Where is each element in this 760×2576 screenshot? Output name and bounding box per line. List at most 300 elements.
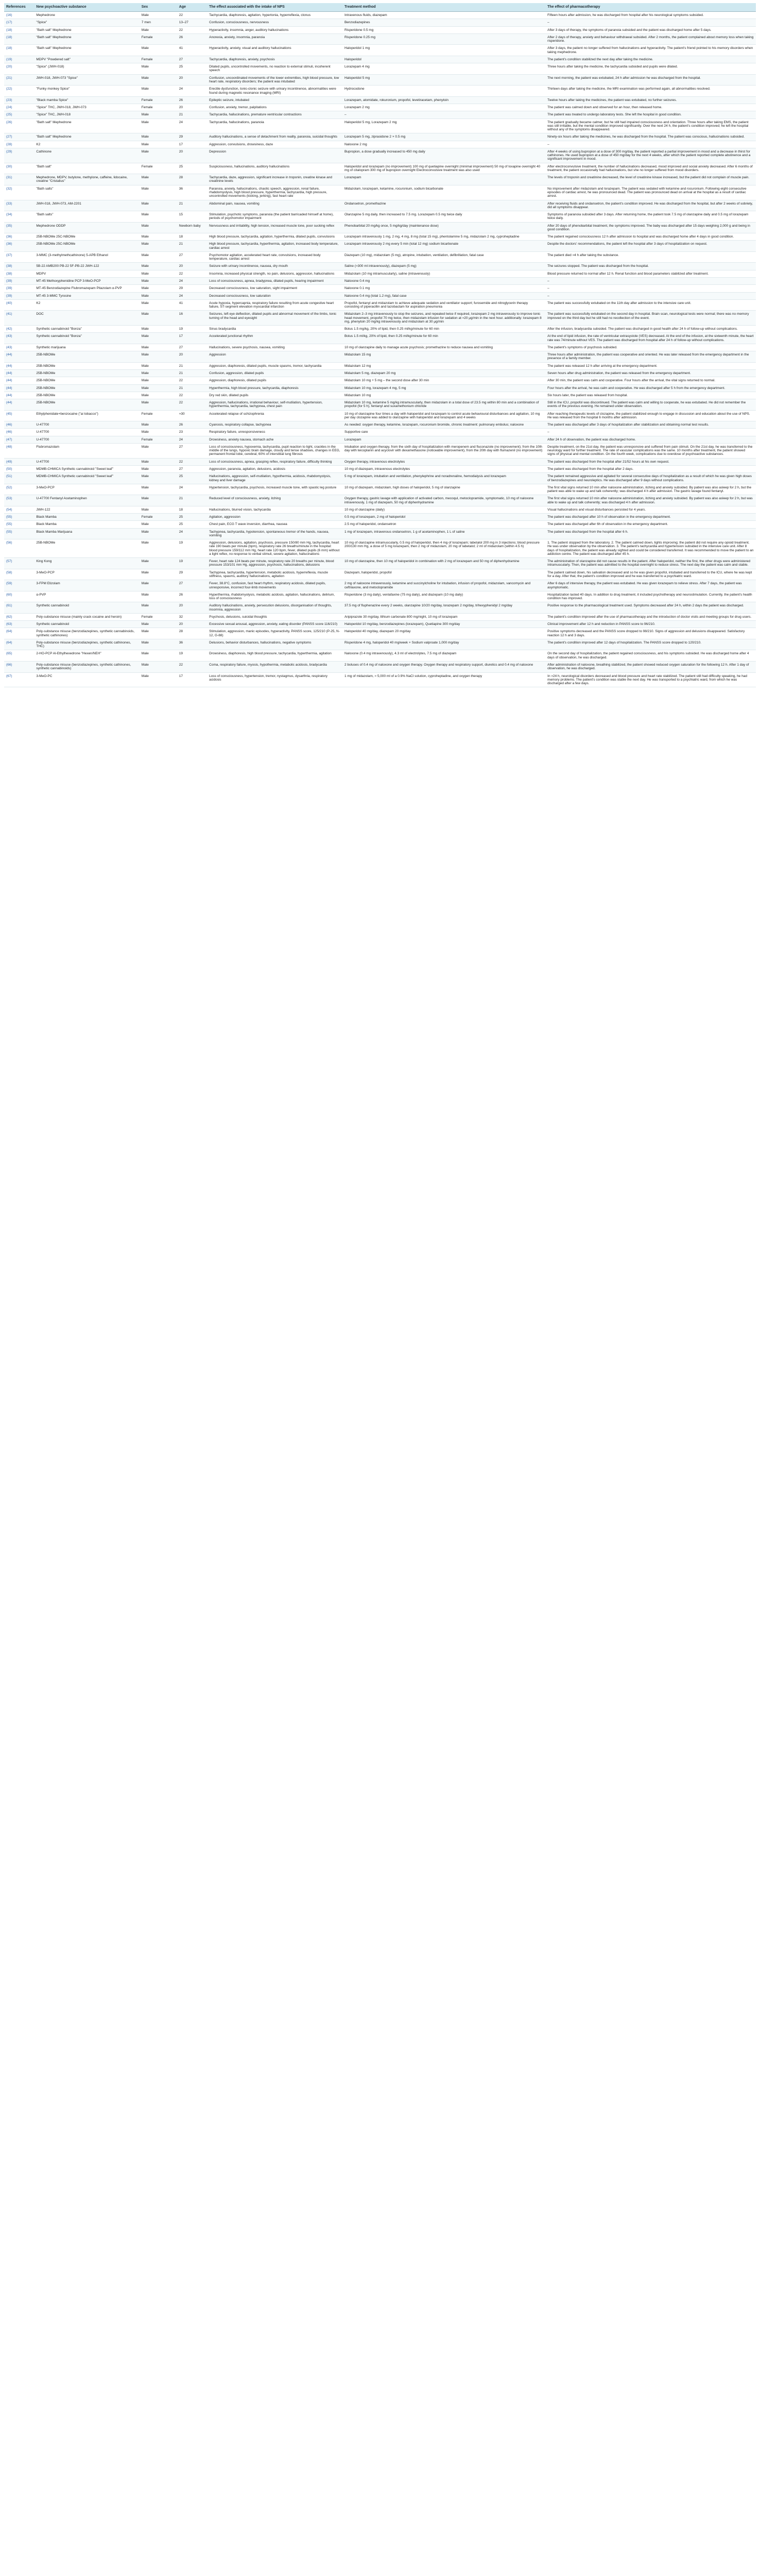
- cell-reference[interactable]: (54): [4, 506, 34, 513]
- cell-reference[interactable]: (44): [4, 399, 34, 411]
- cell-substance: JWH-122: [34, 506, 139, 513]
- table-row: [4, 96, 756, 104]
- cell-reference[interactable]: (29): [4, 148, 34, 163]
- cell-substance: 3-MeO-PC: [34, 672, 139, 687]
- cell-reference[interactable]: (56): [4, 539, 34, 558]
- cell-sex: Male: [140, 174, 177, 185]
- cell-reference[interactable]: (18): [4, 26, 34, 33]
- cell-age: 24: [177, 484, 207, 495]
- cell-treatment: 2 mg of naloxone intravenously, ketamine and succinylcholine for intubation, infusion of propofol, midazolam, vancomycin and ceftriaxone, and metoclopramide: [342, 580, 545, 591]
- cell-sex: Male: [140, 392, 177, 399]
- cell-reference[interactable]: (39): [4, 278, 34, 285]
- cell-age: 27: [177, 465, 207, 472]
- table-row: [4, 465, 756, 472]
- cell-reference[interactable]: (44): [4, 351, 34, 363]
- table-row: [4, 384, 756, 392]
- cell-substance: 25B-NBOMe 25C-NBOMe: [34, 233, 139, 241]
- table-row: [4, 33, 756, 45]
- cell-age: 24: [177, 118, 207, 133]
- table-row: [4, 104, 756, 111]
- cell-reference[interactable]: (18): [4, 33, 34, 45]
- cell-reference[interactable]: (46): [4, 421, 34, 429]
- cell-age: 41: [177, 299, 207, 311]
- table-row: [4, 26, 756, 33]
- cell-reference[interactable]: (63): [4, 621, 34, 628]
- cell-substance: 3-MeO-PCP: [34, 569, 139, 580]
- cell-pharmacotherapy-effect: The patient's condition stabilized the next day after taking the medicine.: [545, 56, 756, 63]
- table-row: [4, 429, 756, 436]
- table-row: [4, 521, 756, 528]
- cell-effect: Aggression, diaphoresis, dilated pupils, muscle spasms, tremor, tachycardia: [207, 362, 342, 369]
- cell-age: 22: [177, 399, 207, 411]
- cell-pharmacotherapy-effect: –: [545, 292, 756, 299]
- cell-effect: Seizures, left eye deflection, dilated pupils and abnormal movement of the limbs, tonic turning of the head and eyesight: [207, 311, 342, 326]
- cell-substance: 25B-NBOMe: [34, 351, 139, 363]
- cell-sex: Male: [140, 650, 177, 662]
- cell-reference[interactable]: (25): [4, 111, 34, 118]
- cell-substance: MT-45 Benzodiazepine Flubromazepam Pitazolam α-PVP: [34, 285, 139, 292]
- cell-treatment: –: [342, 111, 545, 118]
- table-header: [4, 3, 756, 12]
- cell-treatment: 10 mg of olanzapine (daily): [342, 506, 545, 513]
- cell-pharmacotherapy-effect: The patient was discharged after 3 days of hospitalization after stabilization and obtaining normal test results.: [545, 421, 756, 429]
- cell-pharmacotherapy-effect: The patient was discharged after 10 h of observation in the emergency department.: [545, 514, 756, 521]
- cell-treatment: Haloperidol: [342, 56, 545, 63]
- cell-sex: Male: [140, 377, 177, 384]
- cell-sex: Male: [140, 628, 177, 639]
- cell-age: 25: [177, 163, 207, 174]
- cell-reference[interactable]: (44): [4, 362, 34, 369]
- cell-age: 19: [177, 539, 207, 558]
- cell-age: 18: [177, 506, 207, 513]
- cell-age: 17: [177, 672, 207, 687]
- cell-substance: MDPV: [34, 270, 139, 277]
- cell-substance: Synthetic marijuana: [34, 344, 139, 351]
- cell-pharmacotherapy-effect: The administration of olanzapine did not cause results in the patient. After haloperidol, neither the first, the other drugs were administered intramuscularly. Then, the patient was admitted to the hospital overnight to reduce stress. The next day the patient was calm and stable.: [545, 558, 756, 569]
- table-row: [4, 163, 756, 174]
- cell-treatment: Haloperidol 40 mg/day, diazepam 20 mg/day: [342, 628, 545, 639]
- cell-sex: Male: [140, 118, 177, 133]
- cell-reference[interactable]: (45): [4, 410, 34, 421]
- cell-effect: Decreased consciousness, low saturation, sight impairment: [207, 285, 342, 292]
- cell-sex: Male: [140, 326, 177, 333]
- cell-substance: MT-45 3-MMC Tyrosine: [34, 292, 139, 299]
- cell-substance: King Kong: [34, 558, 139, 569]
- cell-substance: JWH-018, JWH-073, AM-2201: [34, 200, 139, 211]
- cell-reference[interactable]: (19): [4, 56, 34, 63]
- cell-sex: Male: [140, 263, 177, 270]
- table-row: [4, 539, 756, 558]
- cell-substance: "Bath salt" Mephedrone: [34, 45, 139, 56]
- cell-age: 17: [177, 141, 207, 148]
- cell-reference[interactable]: (39): [4, 285, 34, 292]
- cell-reference[interactable]: (55): [4, 528, 34, 539]
- cell-sex: Male: [140, 86, 177, 97]
- table-row: [4, 473, 756, 484]
- cell-pharmacotherapy-effect: Three hours after administration, the patient was cooperative and oriented. He was later released from the emergency department in the presence of a family member.: [545, 351, 756, 363]
- cell-treatment: 10 mg of olanzapine intramuscularly, 0.5 mg of haloperidol, then 4 mg of lorazepam; labetalol 200 mg in 3 injections; blood pressure 200/130 mm Hg, a dose of 5 mg lorazepam, then 2 mg of midazolam, 20 mg of labetalol; 2 ml of midazolam (within 4.5 h): [342, 539, 545, 558]
- cell-pharmacotherapy-effect: Visual hallucinations and visual disturbances persisted for 4 years.: [545, 506, 756, 513]
- table-row: [4, 141, 756, 148]
- cell-substance: 25B-NBOMe: [34, 384, 139, 392]
- table-row: [4, 591, 756, 602]
- cell-reference[interactable]: (23): [4, 96, 34, 104]
- cell-treatment: Benzodiazepines: [342, 19, 545, 26]
- cell-effect: High blood pressure, tachycardia, hyperthermia, agitation, increased body temperature, cardiac arrest: [207, 241, 342, 252]
- cell-pharmacotherapy-effect: The patient calmed down, his salivation decreased and so he was given propofol, intubated and transferred to the ICU, where he was kept for a day. After that, the patient's condition improved and he was transferred to a psychiatric ward.: [545, 569, 756, 580]
- cell-reference[interactable]: (58): [4, 569, 34, 580]
- cell-reference[interactable]: (59): [4, 580, 34, 591]
- cell-substance: Synthetic cannabinoid "Bonza": [34, 326, 139, 333]
- cell-pharmacotherapy-effect: Clinical improvement after 12 h and reduction in PANSS score to 96/210.: [545, 621, 756, 628]
- cell-age: 13–27: [177, 19, 207, 26]
- cell-reference[interactable]: (62): [4, 613, 34, 620]
- table-row: [4, 495, 756, 506]
- cell-treatment: Lorazepam intravenously 2 mg every 5 min (total 12 mg) sodium bicarbonate: [342, 241, 545, 252]
- table-row: [4, 86, 756, 97]
- cell-sex: Male: [140, 45, 177, 56]
- table-row: [4, 392, 756, 399]
- cell-effect: Agitation, aggression: [207, 514, 342, 521]
- cell-treatment: 10 mg of diazepam, intravenous electrolytes: [342, 465, 545, 472]
- table-row: [4, 621, 756, 628]
- cell-pharmacotherapy-effect: After electroconvulsive treatment, the number of hallucinations decreased, mood improved and social anxiety decreased. After 6 months of treatment, the patient occasionally had hallucinations, but she no longer suffered from mood disorders.: [545, 163, 756, 174]
- cell-substance: U-47700: [34, 458, 139, 465]
- cell-reference[interactable]: (20): [4, 63, 34, 75]
- cell-effect: Decreased consciousness, low saturation: [207, 292, 342, 299]
- table-row: [4, 514, 756, 521]
- cell-effect: Aggression, paranoia, agitation, delusions, acidosis: [207, 465, 342, 472]
- cell-reference[interactable]: (38): [4, 270, 34, 277]
- cell-reference[interactable]: (18): [4, 45, 34, 56]
- cell-substance: K2: [34, 299, 139, 311]
- cell-age: 27: [177, 580, 207, 591]
- cell-effect: Aggression, delusions, agitation, psychosis, pressure 150/80 mm Hg, tachycardia, heart rate 190 beats per minute (bpm), respiratory rate 26 breaths/minute in the hospital: blood pressure 159/112 mm Hg, heart rate 120 bpm, fever, dilated pupils (6 mm) without a light reflex, no response to verbal stimuli, severe agitation, hallucinations: [207, 539, 342, 558]
- cell-reference[interactable]: (46): [4, 429, 34, 436]
- cell-substance: 25B-NBOMe: [34, 369, 139, 377]
- cell-sex: Male: [140, 251, 177, 263]
- cell-age: 16: [177, 311, 207, 326]
- cell-reference[interactable]: (60): [4, 591, 34, 602]
- cell-sex: Male: [140, 148, 177, 163]
- cell-treatment: 10 mg of olanzapine four times a day with haloperidol and lorazepam to control acute behavioural disturbances and agitation, 10 mg per day clozapine was added to olanzapine with haloperidol and lorazepam and 4 weeks: [342, 410, 545, 421]
- cell-reference[interactable]: (28): [4, 141, 34, 148]
- table-row: [4, 133, 756, 141]
- table-row: [4, 278, 756, 285]
- table-row: [4, 580, 756, 591]
- cell-effect: Nervousness and irritability, high tension, increased muscle tone, poor sucking reflex: [207, 222, 342, 233]
- table-row: [4, 362, 756, 369]
- cell-reference[interactable]: (24): [4, 104, 34, 111]
- cell-sex: Male: [140, 539, 177, 558]
- cell-reference[interactable]: (27): [4, 133, 34, 141]
- cell-pharmacotherapy-effect: Ninety-six hours after taking the medicines, he was discharged from the hospital. The patient was conscious, hallucinations subsided.: [545, 133, 756, 141]
- table-container: [4, 3, 756, 687]
- cell-treatment: Lorazepam, atomidate, rokuronium, propofol, levetiracetam, phenytoin: [342, 96, 545, 104]
- cell-substance: "Spice" THC, JWH-018: [34, 111, 139, 118]
- cell-treatment: Haloperidol 10 mg/day, benzodiazepines (lorazepam), Quetiapine 300 mg/day: [342, 621, 545, 628]
- cell-treatment: Midazolam 5 mg, diazepam 20 mg: [342, 369, 545, 377]
- cell-treatment: 5 mg of lorazepam, intubation and ventilation, phenylephrine and noradrenaline, hemodialysis and lorazepam: [342, 473, 545, 484]
- cell-pharmacotherapy-effect: The seizures stopped. The patient was discharged from the hospital.: [545, 263, 756, 270]
- cell-reference[interactable]: (17): [4, 19, 34, 26]
- cell-effect: Suspiciousness, hallucinations, auditory hallucinations: [207, 163, 342, 174]
- cell-sex: Male: [140, 233, 177, 241]
- cell-sex: Male: [140, 421, 177, 429]
- cell-pharmacotherapy-effect: The patient regained consciousness 12 h after admission to hospital and was discharged home after 4 days in good condition.: [545, 233, 756, 241]
- table-row: [4, 285, 756, 292]
- cell-age: 22: [177, 270, 207, 277]
- cell-age: 22: [177, 392, 207, 399]
- cell-reference[interactable]: (43): [4, 344, 34, 351]
- cell-effect: Hyperthermia, high blood pressure, tachycardia, diaphoresis: [207, 384, 342, 392]
- cell-reference[interactable]: (44): [4, 369, 34, 377]
- cell-pharmacotherapy-effect: –: [545, 141, 756, 148]
- table-row: [4, 311, 756, 326]
- cell-effect: Hallucinations, severe psychosis, nausea, vomiting: [207, 344, 342, 351]
- cell-reference[interactable]: (44): [4, 384, 34, 392]
- cell-reference[interactable]: (36): [4, 233, 34, 241]
- cell-effect: Dilated pupils, uncontrolled movements, no reaction to external stimuli, incoherent speech: [207, 63, 342, 75]
- cell-pharmacotherapy-effect: The first vital signs returned 10 min after naloxone administration, itching and anxiety subsided. By patient was also asleep for 2 h, but the patient was able to wake up and talk coherently; was discharged 4 h after admission. The gastric lavage found fentanyl.: [545, 484, 756, 495]
- cell-reference[interactable]: (55): [4, 521, 34, 528]
- cell-sex: Male: [140, 285, 177, 292]
- cell-effect: Loss of consciousness, hypertension, tremor, nystagmus, dysarthria, respiratory acidosis: [207, 672, 342, 687]
- cell-reference[interactable]: (22): [4, 86, 34, 97]
- header-row: [4, 3, 756, 12]
- cell-sex: Male: [140, 185, 177, 200]
- cell-sex: Male: [140, 458, 177, 465]
- cell-sex: Female: [140, 96, 177, 104]
- cell-reference[interactable]: (55): [4, 514, 34, 521]
- cell-treatment: Naloxone 0.4 mg: [342, 278, 545, 285]
- cell-substance: JWH-018, JWH-073 "Spice": [34, 74, 139, 86]
- cell-sex: Male: [140, 133, 177, 141]
- cell-substance: "Bath salts": [34, 211, 139, 223]
- cell-reference[interactable]: (32): [4, 185, 34, 200]
- col-header-pharmacotherapy-effect: The effect of pharmacotherapy: [545, 3, 756, 12]
- cell-reference[interactable]: (41): [4, 311, 34, 326]
- cell-reference[interactable]: (31): [4, 174, 34, 185]
- cell-pharmacotherapy-effect: The patient was discharged after 6h of observation in the emergency department.: [545, 521, 756, 528]
- table-row: [4, 118, 756, 133]
- cell-pharmacotherapy-effect: The levels of troponin and creatinine decreased, the level of creatinine kinase increased, but the patient did not complain of muscle pain.: [545, 174, 756, 185]
- cell-pharmacotherapy-effect: After administration of naloxone, breathing stabilized, the patient showed reduced oxygen saturation for the following 12 h. After 1 day of observation, he was discharged.: [545, 662, 756, 673]
- cell-treatment: 2 boluses of 0.4 mg of naloxone and oxygen therapy. Oxygen therapy and respiratory support, diuretics and 0.4 mg of naloxone: [342, 662, 545, 673]
- cell-substance: "Black mamba Spice": [34, 96, 139, 104]
- cell-treatment: Olanzapine 5 mg daily, then increased to 7.5 mg. Lorazepam 0.5 mg twice daily: [342, 211, 545, 223]
- cell-sex: Male: [140, 12, 177, 19]
- cell-age: 22: [177, 377, 207, 384]
- cell-sex: Female: [140, 163, 177, 174]
- cell-reference[interactable]: (43): [4, 333, 34, 344]
- cell-substance: α-PVP: [34, 591, 139, 602]
- cell-pharmacotherapy-effect: After 3 days of therapy, the symptoms of paranoia subsided and the patient was discharged home after 5 days.: [545, 26, 756, 33]
- cell-age: 24: [177, 436, 207, 443]
- cell-pharmacotherapy-effect: In ≈24 h, neurological disorders decreased and blood pressure and heart rate stabilized. The patient still had difficulty speaking, he had memory problems. The patient's condition was stable the next day. He was transported to a psychiatric ward, from which he was discharged after a few days.: [545, 672, 756, 687]
- cell-reference[interactable]: (53): [4, 495, 34, 506]
- cell-pharmacotherapy-effect: –: [545, 285, 756, 292]
- cell-sex: Male: [140, 270, 177, 277]
- cell-sex: Female: [140, 436, 177, 443]
- cell-pharmacotherapy-effect: After reaching therapeutic levels of clozapine, the patient stabilized enough to engage in discussion and education about the use of NPS. He was released from the hospital 6 months after admission.: [545, 410, 756, 421]
- cell-age: 26: [177, 33, 207, 45]
- cell-effect: Tachycardia, diaphoresis, anxiety, psychosis: [207, 56, 342, 63]
- cell-effect: Loss of consciousness, hypoxemia, tachycardia, pupil reaction to light, crackles in the middle of the lungs, hypoxic brain damage, cloudy and tense shadows, changes in EEG, permanent frontal lobe, cerebral, 60% of interstitial lung fibrosis: [207, 443, 342, 458]
- cell-age: 26: [177, 96, 207, 104]
- cell-substance: 25B-NBOMe: [34, 362, 139, 369]
- table-row: [4, 650, 756, 662]
- cell-reference[interactable]: (44): [4, 377, 34, 384]
- cell-substance: "Bath salts": [34, 185, 139, 200]
- cell-treatment: Midazolam 10 mg: [342, 392, 545, 399]
- cell-treatment: 0.5 mg of lorazepam, 2 mg of haloperidol: [342, 514, 545, 521]
- cell-sex: Male: [140, 351, 177, 363]
- table-row: [4, 174, 756, 185]
- cell-sex: Male: [140, 495, 177, 506]
- cell-age: 21: [177, 384, 207, 392]
- cell-reference[interactable]: (47): [4, 436, 34, 443]
- cell-age: 27: [177, 56, 207, 63]
- cell-reference[interactable]: (66): [4, 662, 34, 673]
- cell-age: 21: [177, 495, 207, 506]
- cell-substance: Flubromazolam: [34, 443, 139, 458]
- cell-reference[interactable]: (52): [4, 484, 34, 495]
- cell-pharmacotherapy-effect: After 3 days, the patient no longer suffered from hallucinations and hyperactivity. The patient's friend pointed to his memory disorders when taking mephedrone.: [545, 45, 756, 56]
- cell-reference[interactable]: (16): [4, 12, 34, 19]
- cell-age: 21: [177, 362, 207, 369]
- cell-sex: Male: [140, 399, 177, 411]
- cell-sex: Female: [140, 514, 177, 521]
- table-row: [4, 443, 756, 458]
- table-row: [4, 662, 756, 673]
- cell-pharmacotherapy-effect: Still in the ICU, propofol was discontinued. The patient was calm and willing to cooperate, he was extubated. He did not remember the events of the previous evening. He remained under observation.: [545, 399, 756, 411]
- cell-effect: Tachypnea, tachycardia, hypotension, spontaneous tremor of the hands, nausea, vomiting: [207, 528, 342, 539]
- cell-sex: Female: [140, 56, 177, 63]
- table-row: [4, 185, 756, 200]
- cell-effect: Erectile dysfunction, tonic-clonic seizure with urinary incontinence, abnormalities were found during magnetic resonance imaging (MRI): [207, 86, 342, 97]
- table-row: [4, 399, 756, 411]
- cell-treatment: 10 mg of olanzapine daily to manage acute psychosis; promethazine to reduce nausea and vomiting: [342, 344, 545, 351]
- cell-reference[interactable]: (44): [4, 392, 34, 399]
- cell-treatment: Supportive care: [342, 429, 545, 436]
- cell-reference[interactable]: (33): [4, 200, 34, 211]
- cell-sex: Male: [140, 369, 177, 377]
- cell-reference[interactable]: (35): [4, 222, 34, 233]
- cell-treatment: Lorazepam: [342, 436, 545, 443]
- cell-age: 20: [177, 104, 207, 111]
- cell-effect: High blood pressure, tachycardia, agitation, hyperthermia, dilated pupils, convulsions: [207, 233, 342, 241]
- cell-reference[interactable]: (64): [4, 628, 34, 639]
- cell-reference[interactable]: (40): [4, 299, 34, 311]
- table-row: [4, 333, 756, 344]
- cell-reference[interactable]: (34): [4, 211, 34, 223]
- cell-treatment: Midazolam 10 mg, ketamine 5 mg/kg intramuscularly, then midazolam in a total dose of 23.5 mg within 80 min and a combination of propofol (for 5 h), fentanyl and suxamethonium chloride: [342, 399, 545, 411]
- cell-treatment: Risperidone (3 mg daily), venlafaxine (75 mg daily), and diazepam (10 mg daily): [342, 591, 545, 602]
- cell-age: 36: [177, 639, 207, 650]
- cell-reference[interactable]: (51): [4, 473, 34, 484]
- cell-reference[interactable]: (49): [4, 458, 34, 465]
- cell-pharmacotherapy-effect: Fifteen hours after admission, he was discharged from hospital after his neurological symptoms subsided.: [545, 12, 756, 19]
- cell-reference[interactable]: (67): [4, 672, 34, 687]
- cell-pharmacotherapy-effect: Hospitalization lasted 40 days. In addition to drug treatment, it included psychotherapy and neurostimulation. Currently, the patient's health condition has improved.: [545, 591, 756, 602]
- cell-treatment: 1 mg of lorazepam, intravenous ondansetron, 1 g of acetaminophen, 1 L of saline: [342, 528, 545, 539]
- cell-pharmacotherapy-effect: The patient's condition improved after the use of pharmacotherapy and the introduction of doctor visits and meeting groups for drug users.: [545, 613, 756, 620]
- cell-age: 19: [177, 558, 207, 569]
- cell-age: 26: [177, 421, 207, 429]
- cell-reference[interactable]: (65): [4, 650, 34, 662]
- cell-pharmacotherapy-effect: –: [545, 19, 756, 26]
- cell-treatment: Risperidone 0.5 mg: [342, 26, 545, 33]
- cell-substance: Mephedrone ODDP: [34, 222, 139, 233]
- cell-age: 19: [177, 326, 207, 333]
- cell-age: 21: [177, 111, 207, 118]
- cell-pharmacotherapy-effect: The patient's condition improved after 12 days of hospitalization. The PANSS score dropped to 120/210.: [545, 639, 756, 650]
- col-header-treatment: Treatment method: [342, 3, 545, 12]
- cell-reference[interactable]: (42): [4, 326, 34, 333]
- cell-pharmacotherapy-effect: After 2 days of therapy, anxiety and behaviour withdrawal subsided. After 2 months, the patient complained about memory loss when taking risperidone.: [545, 33, 756, 45]
- table-row: [4, 377, 756, 384]
- table-row: [4, 45, 756, 56]
- cell-effect: Confusion, aggression, dilated pupils: [207, 369, 342, 377]
- cell-reference[interactable]: (61): [4, 602, 34, 614]
- cell-reference[interactable]: (57): [4, 558, 34, 569]
- cell-reference[interactable]: (50): [4, 465, 34, 472]
- cell-reference[interactable]: (36): [4, 241, 34, 252]
- cell-effect: Accelerated junctional rhythm: [207, 333, 342, 344]
- cell-age: 26: [177, 591, 207, 602]
- cell-sex: Female: [140, 104, 177, 111]
- cell-sex: Male: [140, 639, 177, 650]
- cell-reference[interactable]: (30): [4, 163, 34, 174]
- cell-pharmacotherapy-effect: Thirteen days after taking the medicine, the MRI examination was performed again, all abnormalities resolved.: [545, 86, 756, 97]
- cell-pharmacotherapy-effect: Symptoms of paranoia subsided after 3 days. After returning home, the patient took 7.5 mg of olanzapine daily and 0.5 mg of lorazepam twice daily.: [545, 211, 756, 223]
- cell-treatment: Haloperidol 1 mg: [342, 45, 545, 56]
- cell-reference[interactable]: (38): [4, 263, 34, 270]
- cell-effect: Stimulation, psychotic symptoms, paranoia (the patient barricaded himself at home), periods of psychomotor impairment: [207, 211, 342, 223]
- cell-age: 25: [177, 514, 207, 521]
- cell-sex: Male: [140, 528, 177, 539]
- cell-substance: 3-FPM Etizolam: [34, 580, 139, 591]
- cell-age: 24: [177, 292, 207, 299]
- cell-substance: 25B-NBOMe: [34, 392, 139, 399]
- cell-treatment: As needed: oxygen therapy, ketamine, lorazepam, rocuronium bromide, chronic treatment: pulmonary embolus; naloxone: [342, 421, 545, 429]
- cell-reference[interactable]: (26): [4, 118, 34, 133]
- cell-treatment: Intravenous fluids, diazepam: [342, 12, 545, 19]
- table-row: [4, 351, 756, 363]
- cell-treatment: Bolus 1.5 mg/kg, 20% of lipid, then 0.25 ml/kg/minute for 60 min: [342, 326, 545, 333]
- table-row: [4, 233, 756, 241]
- cell-treatment: Naloxone 0.1 mg: [342, 285, 545, 292]
- cell-reference[interactable]: (37): [4, 251, 34, 263]
- cell-pharmacotherapy-effect: After 6 days of intensive therapy, the patient was extubated. He was given lorazepam to relieve stress. After 7 days, the patient was asymptomatic.: [545, 580, 756, 591]
- cell-reference[interactable]: (48): [4, 443, 34, 458]
- cell-substance: Ethylphenidate+benzocaine ("ai tobacco"): [34, 410, 139, 421]
- cell-treatment: Phenobarbital 20 mg/kg once, 5 mg/kg/day (maintenance dose): [342, 222, 545, 233]
- table-body: [4, 12, 756, 687]
- cell-reference[interactable]: (64): [4, 639, 34, 650]
- cell-sex: Male: [140, 506, 177, 513]
- cell-treatment: Oxygen therapy, gastric lavage with application of activated carbon, mecoqul, metoclopramide, symptomatic, 10 mg of naloxone intravenously, 1 mg of diazepam, 50 mg of diphenhydramine: [342, 495, 545, 506]
- cell-reference[interactable]: (39): [4, 292, 34, 299]
- cell-substance: Poly-substance misuse (benzodiazepines, synthetic cathinones, synthetic cannabinoids): [34, 662, 139, 673]
- cell-age: 17: [177, 333, 207, 344]
- cell-reference[interactable]: (21): [4, 74, 34, 86]
- table-row: [4, 569, 756, 580]
- table-row: [4, 292, 756, 299]
- cell-treatment: Propofol, fentanyl and midazolam to achieve adequate sedation and ventilator support; furosemide and nitroglycerin therapy consisting of piperacillin and tazobactam for aspiration pneumonia: [342, 299, 545, 311]
- cell-age: 28: [177, 174, 207, 185]
